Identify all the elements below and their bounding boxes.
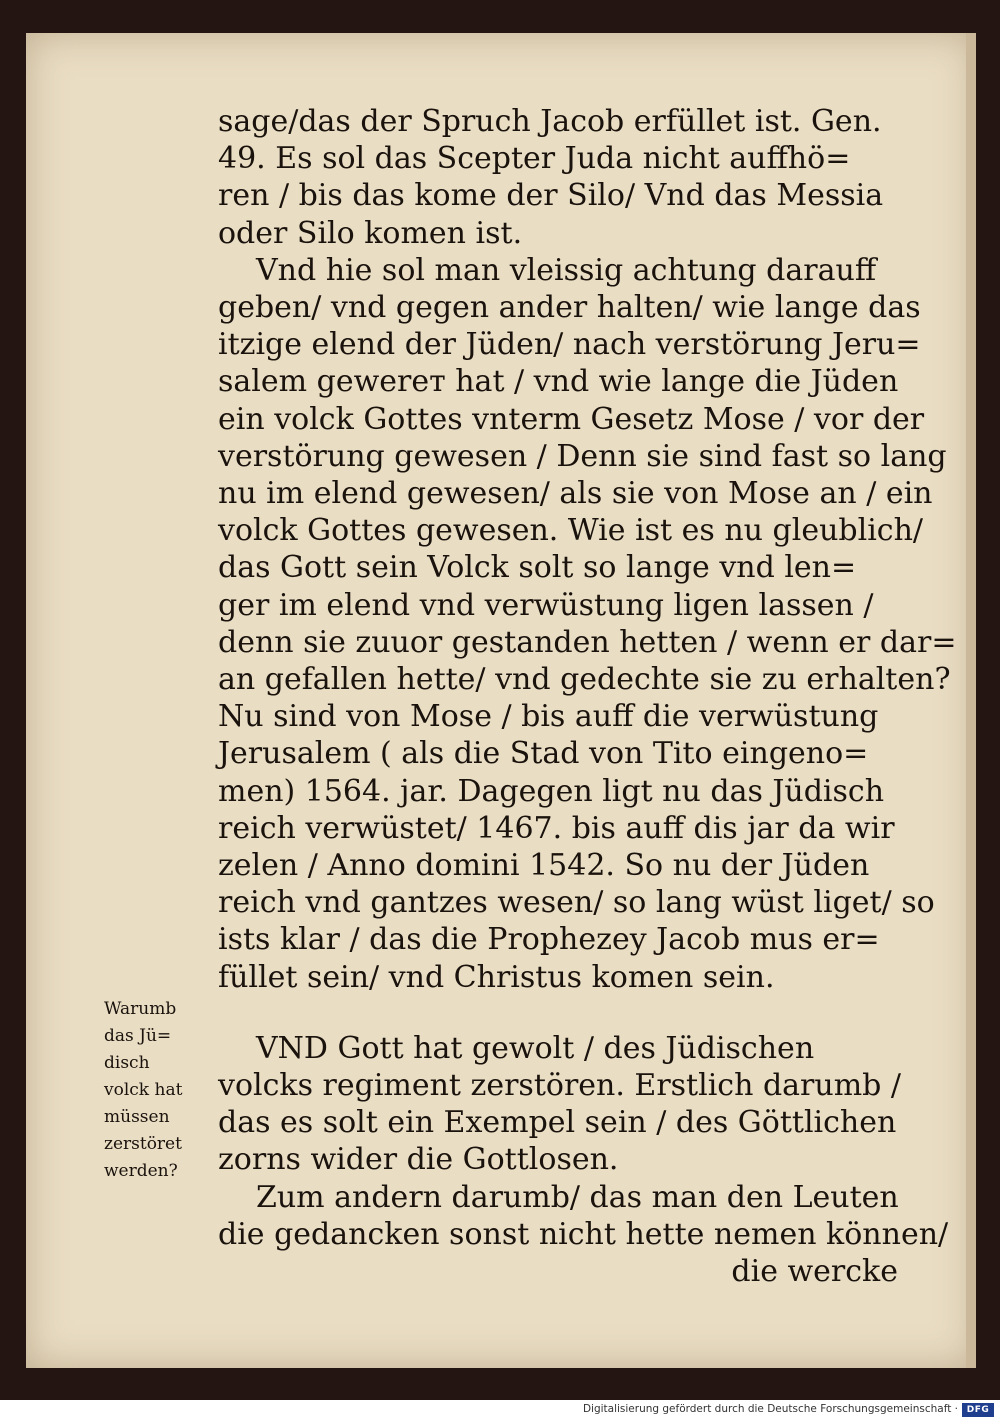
text-line: ger im elend vnd verwüstung ligen lassen / — [218, 587, 874, 623]
text-line: das es solt ein Exempel sein / des Göttlichen — [218, 1105, 897, 1141]
text-line: verstörung gewesen / Denn sie sind fast so lang — [218, 438, 947, 474]
text-line: zorns wider die Gottlosen. — [218, 1142, 619, 1178]
text-line: an gefallen hette/ vnd gedechte sie zu erhalten? — [218, 662, 951, 698]
marginal-note-line: Warumb — [104, 999, 177, 1019]
book-page — [26, 33, 976, 1368]
marginal-note — [104, 996, 214, 1185]
text-line: Vnd hie sol man vleissig achtung darauff — [256, 252, 877, 288]
text-line: geben/ vnd gegen ander halten/ wie lange das — [218, 290, 921, 326]
text-line: sage/das der Spruch Jacob erfüllet ist. Gen. — [218, 104, 882, 139]
text-line: die gedancken sonst nicht hette nemen können/ — [218, 1216, 949, 1252]
marginal-note-line: zerstöret — [104, 1134, 182, 1154]
text-line: nu im elend gewesen/ als sie von Mose an / ein — [218, 476, 933, 512]
text-line: men) 1564. jar. Dagegen ligt nu das Jüdisch — [218, 773, 885, 809]
text-line: ren / bis das kome der Silo/ Vnd das Messia — [218, 178, 884, 214]
catchword: die wercke — [731, 1254, 898, 1290]
credit-text: Digitalisierung gefördert durch die Deutsche Forschungsgemeinschaft · — [582, 1403, 958, 1415]
text-line: itzige elend der Jüden/ nach verstörung Jeru= — [218, 327, 921, 363]
text-line: volcks regiment zerstören. Erstlich darumb / — [218, 1068, 902, 1104]
text-line: Zum andern darumb/ das man den Leuten — [256, 1179, 899, 1215]
marginal-note-line: das Jü= — [104, 1026, 172, 1046]
text-line: oder Silo komen ist. — [218, 215, 523, 251]
text-line: 49. Es sol das Scepter Juda nicht auffhö= — [218, 141, 851, 177]
page-edge — [966, 33, 976, 1368]
text-line: denn sie zuuor gestanden hetten / wenn er dar= — [218, 624, 957, 660]
text-line: Nu sind von Mose / bis auff die verwüstung — [218, 699, 879, 735]
text-line: VND Gott hat gewolt / des Jüdischen — [256, 1030, 815, 1066]
text-line: reich vnd gantzes wesen/ so lang wüst liget/ so — [218, 885, 935, 921]
marginal-note-line: werden? — [104, 1161, 178, 1181]
text-line: Jerusalem ( als die Stad von Tito eingeno= — [218, 736, 869, 772]
dfg-logo: DFG — [962, 1403, 994, 1417]
marginal-note-line: disch — [104, 1053, 150, 1073]
text-line: das Gott sein Volck solt so lange vnd len= — [218, 550, 857, 586]
text-line: reich verwüstet/ 1467. bis auff dis jar da wir — [218, 810, 895, 846]
marginal-note-line: müssen — [104, 1107, 170, 1127]
text-line: ists klar / das die Prophezey Jacob mus er= — [218, 922, 880, 958]
text-line: volck Gottes gewesen. Wie ist es nu gleublich/ — [218, 513, 924, 549]
text-line: zelen / Anno domini 1542. So nu der Jüden — [218, 848, 870, 884]
text-line: salem gewerет hat / vnd wie lange die Jüden — [218, 364, 899, 400]
body-text — [218, 103, 957, 1290]
text-line: füllet sein/ vnd Christus komen sein. — [218, 959, 775, 995]
digitization-credit — [0, 1400, 1000, 1421]
text-line: ein volck Gottes vnterm Gesetz Mose / vor der — [218, 401, 925, 437]
marginal-note-line: volck hat — [104, 1080, 183, 1100]
